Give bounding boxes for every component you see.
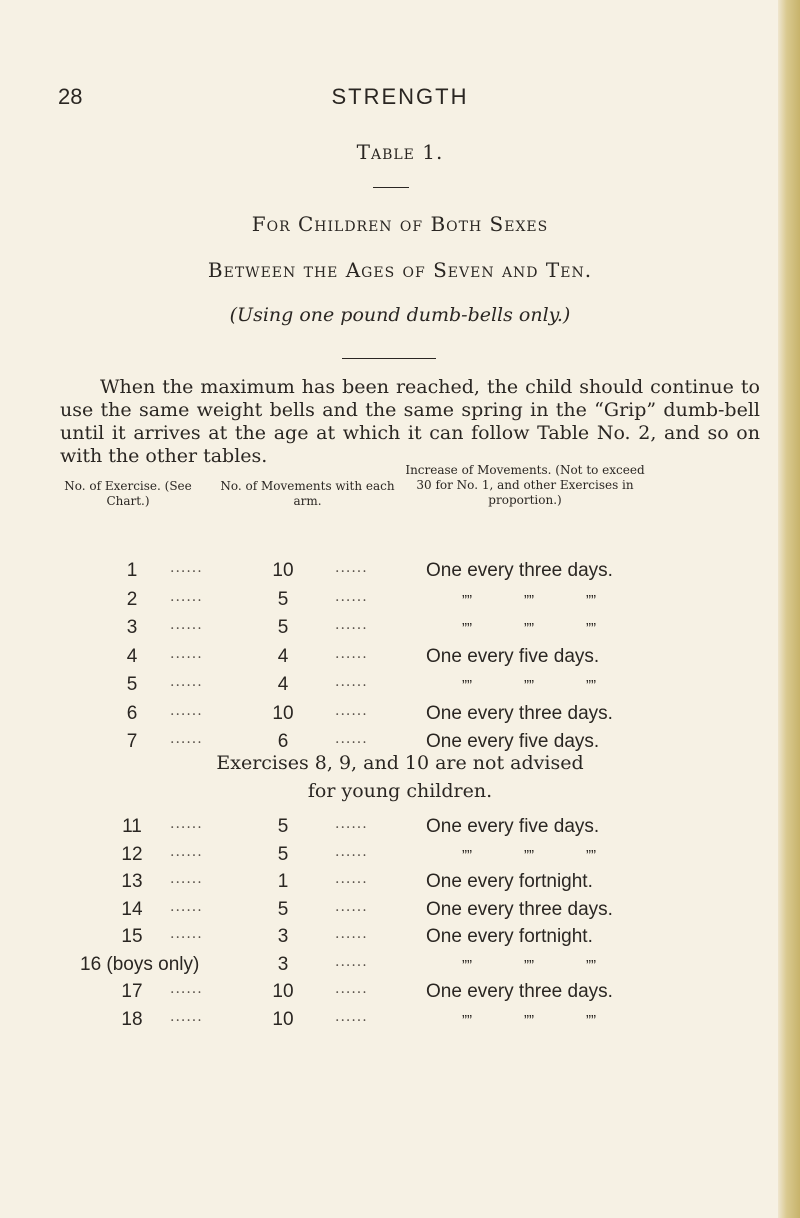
dot-leader: ...... — [335, 981, 368, 997]
table-row — [0, 646, 800, 676]
movements-count: 1 — [277, 871, 289, 892]
table-row — [0, 816, 800, 846]
increase-rate: One every fortnight. — [426, 926, 593, 947]
dot-leader: ...... — [335, 560, 368, 576]
usage-note: (Using one pound dumb-bells only.) — [229, 304, 571, 326]
running-head: STRENGTH — [331, 84, 469, 109]
page-number: 28 — [58, 84, 83, 109]
dot-leader: ...... — [335, 588, 368, 605]
increase-column-header: Increase of Movements. (Not to exceed 30 for No. 1, and other Exercises in proportion.) — [405, 463, 645, 507]
table-row — [0, 1009, 800, 1039]
increase-rate: One every three days. — [426, 981, 613, 1002]
dot-leader: ...... — [335, 871, 368, 887]
dot-leader: ...... — [170, 816, 203, 832]
dot-leader: ...... — [170, 871, 203, 887]
dot-leader: ...... — [170, 674, 203, 690]
dot-leader: ...... — [335, 843, 368, 860]
table-row — [0, 926, 800, 956]
increase-rate: One every fortnight. — [426, 871, 593, 892]
movements-count: 5 — [277, 898, 289, 920]
exercise-number: 17 — [121, 981, 143, 1002]
ditto-marks: ”” ”” ”” — [462, 591, 596, 609]
exercise-number: 3 — [126, 617, 138, 638]
dot-leader: ...... — [335, 645, 368, 662]
dot-leader: ...... — [170, 645, 203, 662]
exercise-number: 5 — [126, 674, 138, 695]
movements-count: 10 — [272, 560, 294, 581]
ditto-marks: ”” ”” ”” — [462, 677, 596, 694]
exercise-column-header: No. of Exercise. (See Chart.) — [64, 479, 192, 508]
dot-leader: ...... — [335, 816, 368, 832]
exercise-number: 6 — [126, 702, 138, 724]
exercise-number: 16 (boys only) — [80, 953, 200, 975]
exercise-number: 1 — [126, 560, 138, 581]
dot-leader: ...... — [335, 731, 368, 747]
table-row — [0, 899, 800, 929]
exercise-number: 14 — [121, 898, 143, 920]
increase-rate: One every five days. — [426, 816, 600, 837]
exercise-number: 2 — [126, 588, 138, 610]
increase-rate: One every three days. — [426, 702, 613, 724]
table-row — [0, 871, 800, 901]
dot-leader: ...... — [335, 926, 368, 942]
table-row — [0, 589, 800, 619]
ditto-marks: ”” ”” ”” — [462, 1011, 596, 1029]
dot-leader: ...... — [335, 674, 368, 690]
ditto-marks: ”” ”” ”” — [462, 620, 596, 637]
dot-leader: ...... — [335, 702, 368, 719]
exercise-number: 13 — [121, 871, 143, 892]
table-row — [0, 560, 800, 590]
movements-count: 3 — [277, 953, 289, 975]
dot-leader: ...... — [170, 731, 203, 747]
increase-rate: One every three days. — [426, 898, 613, 920]
instruction-paragraph: When the maximum has been reached, the child should continue to use the same weight bells and the same spring in the “Grip” dumb-bell until it arrives at the age at which it can follow Table No. 2, and so on with the other tables. — [60, 376, 760, 467]
movements-count: 5 — [277, 816, 289, 837]
movements-column-header: No. of Movements with each arm. — [220, 479, 395, 508]
exercise-number: 11 — [122, 816, 142, 837]
movements-count: 5 — [277, 843, 289, 865]
exercise-note-line1: Exercises 8, 9, and 10 are not advised — [216, 752, 584, 774]
dot-leader: ...... — [170, 588, 203, 605]
title-divider — [373, 187, 409, 188]
dot-leader: ...... — [335, 953, 368, 970]
dot-leader: ...... — [170, 898, 203, 915]
dot-leader: ...... — [170, 560, 203, 576]
dot-leader: ...... — [170, 1008, 203, 1025]
dot-leader: ...... — [170, 617, 203, 633]
table-row — [0, 981, 800, 1011]
ditto-marks: ”” ”” ”” — [462, 956, 596, 974]
increase-rate: One every three days. — [426, 560, 613, 581]
movements-count: 10 — [272, 702, 294, 724]
table-row — [0, 617, 800, 647]
exercise-number: 7 — [126, 731, 138, 752]
table-row — [0, 703, 800, 733]
table-row — [0, 954, 800, 984]
dot-leader: ...... — [335, 898, 368, 915]
increase-rate: One every five days. — [426, 731, 600, 752]
table-title: Table 1. — [356, 140, 444, 164]
exercise-number: 4 — [126, 645, 138, 667]
dot-leader: ...... — [335, 617, 368, 633]
dot-leader: ...... — [170, 702, 203, 719]
dot-leader: ...... — [170, 843, 203, 860]
exercise-number: 18 — [121, 1008, 143, 1030]
movements-count: 4 — [277, 645, 289, 667]
movements-count: 3 — [277, 926, 289, 947]
ditto-marks: ”” ”” ”” — [462, 846, 596, 864]
dot-leader: ...... — [335, 1008, 368, 1025]
exercise-number: 12 — [121, 843, 143, 865]
movements-count: 4 — [277, 674, 289, 695]
table-row — [0, 844, 800, 874]
table-row — [0, 674, 800, 704]
table-subtitle: For Children of Both Sexes — [251, 212, 549, 236]
section-divider — [342, 358, 436, 359]
movements-count: 10 — [272, 981, 294, 1002]
movements-count: 6 — [277, 731, 289, 752]
movements-count: 10 — [272, 1008, 294, 1030]
movements-count: 5 — [277, 588, 289, 610]
dot-leader: ...... — [170, 926, 203, 942]
exercise-note-line2: for young children. — [307, 780, 493, 802]
exercise-number: 15 — [121, 926, 143, 947]
dot-leader: ...... — [170, 981, 203, 997]
movements-count: 5 — [277, 617, 289, 638]
increase-rate: One every five days. — [426, 645, 600, 667]
age-range-subtitle: Between the Ages of Seven and Ten. — [207, 258, 593, 282]
